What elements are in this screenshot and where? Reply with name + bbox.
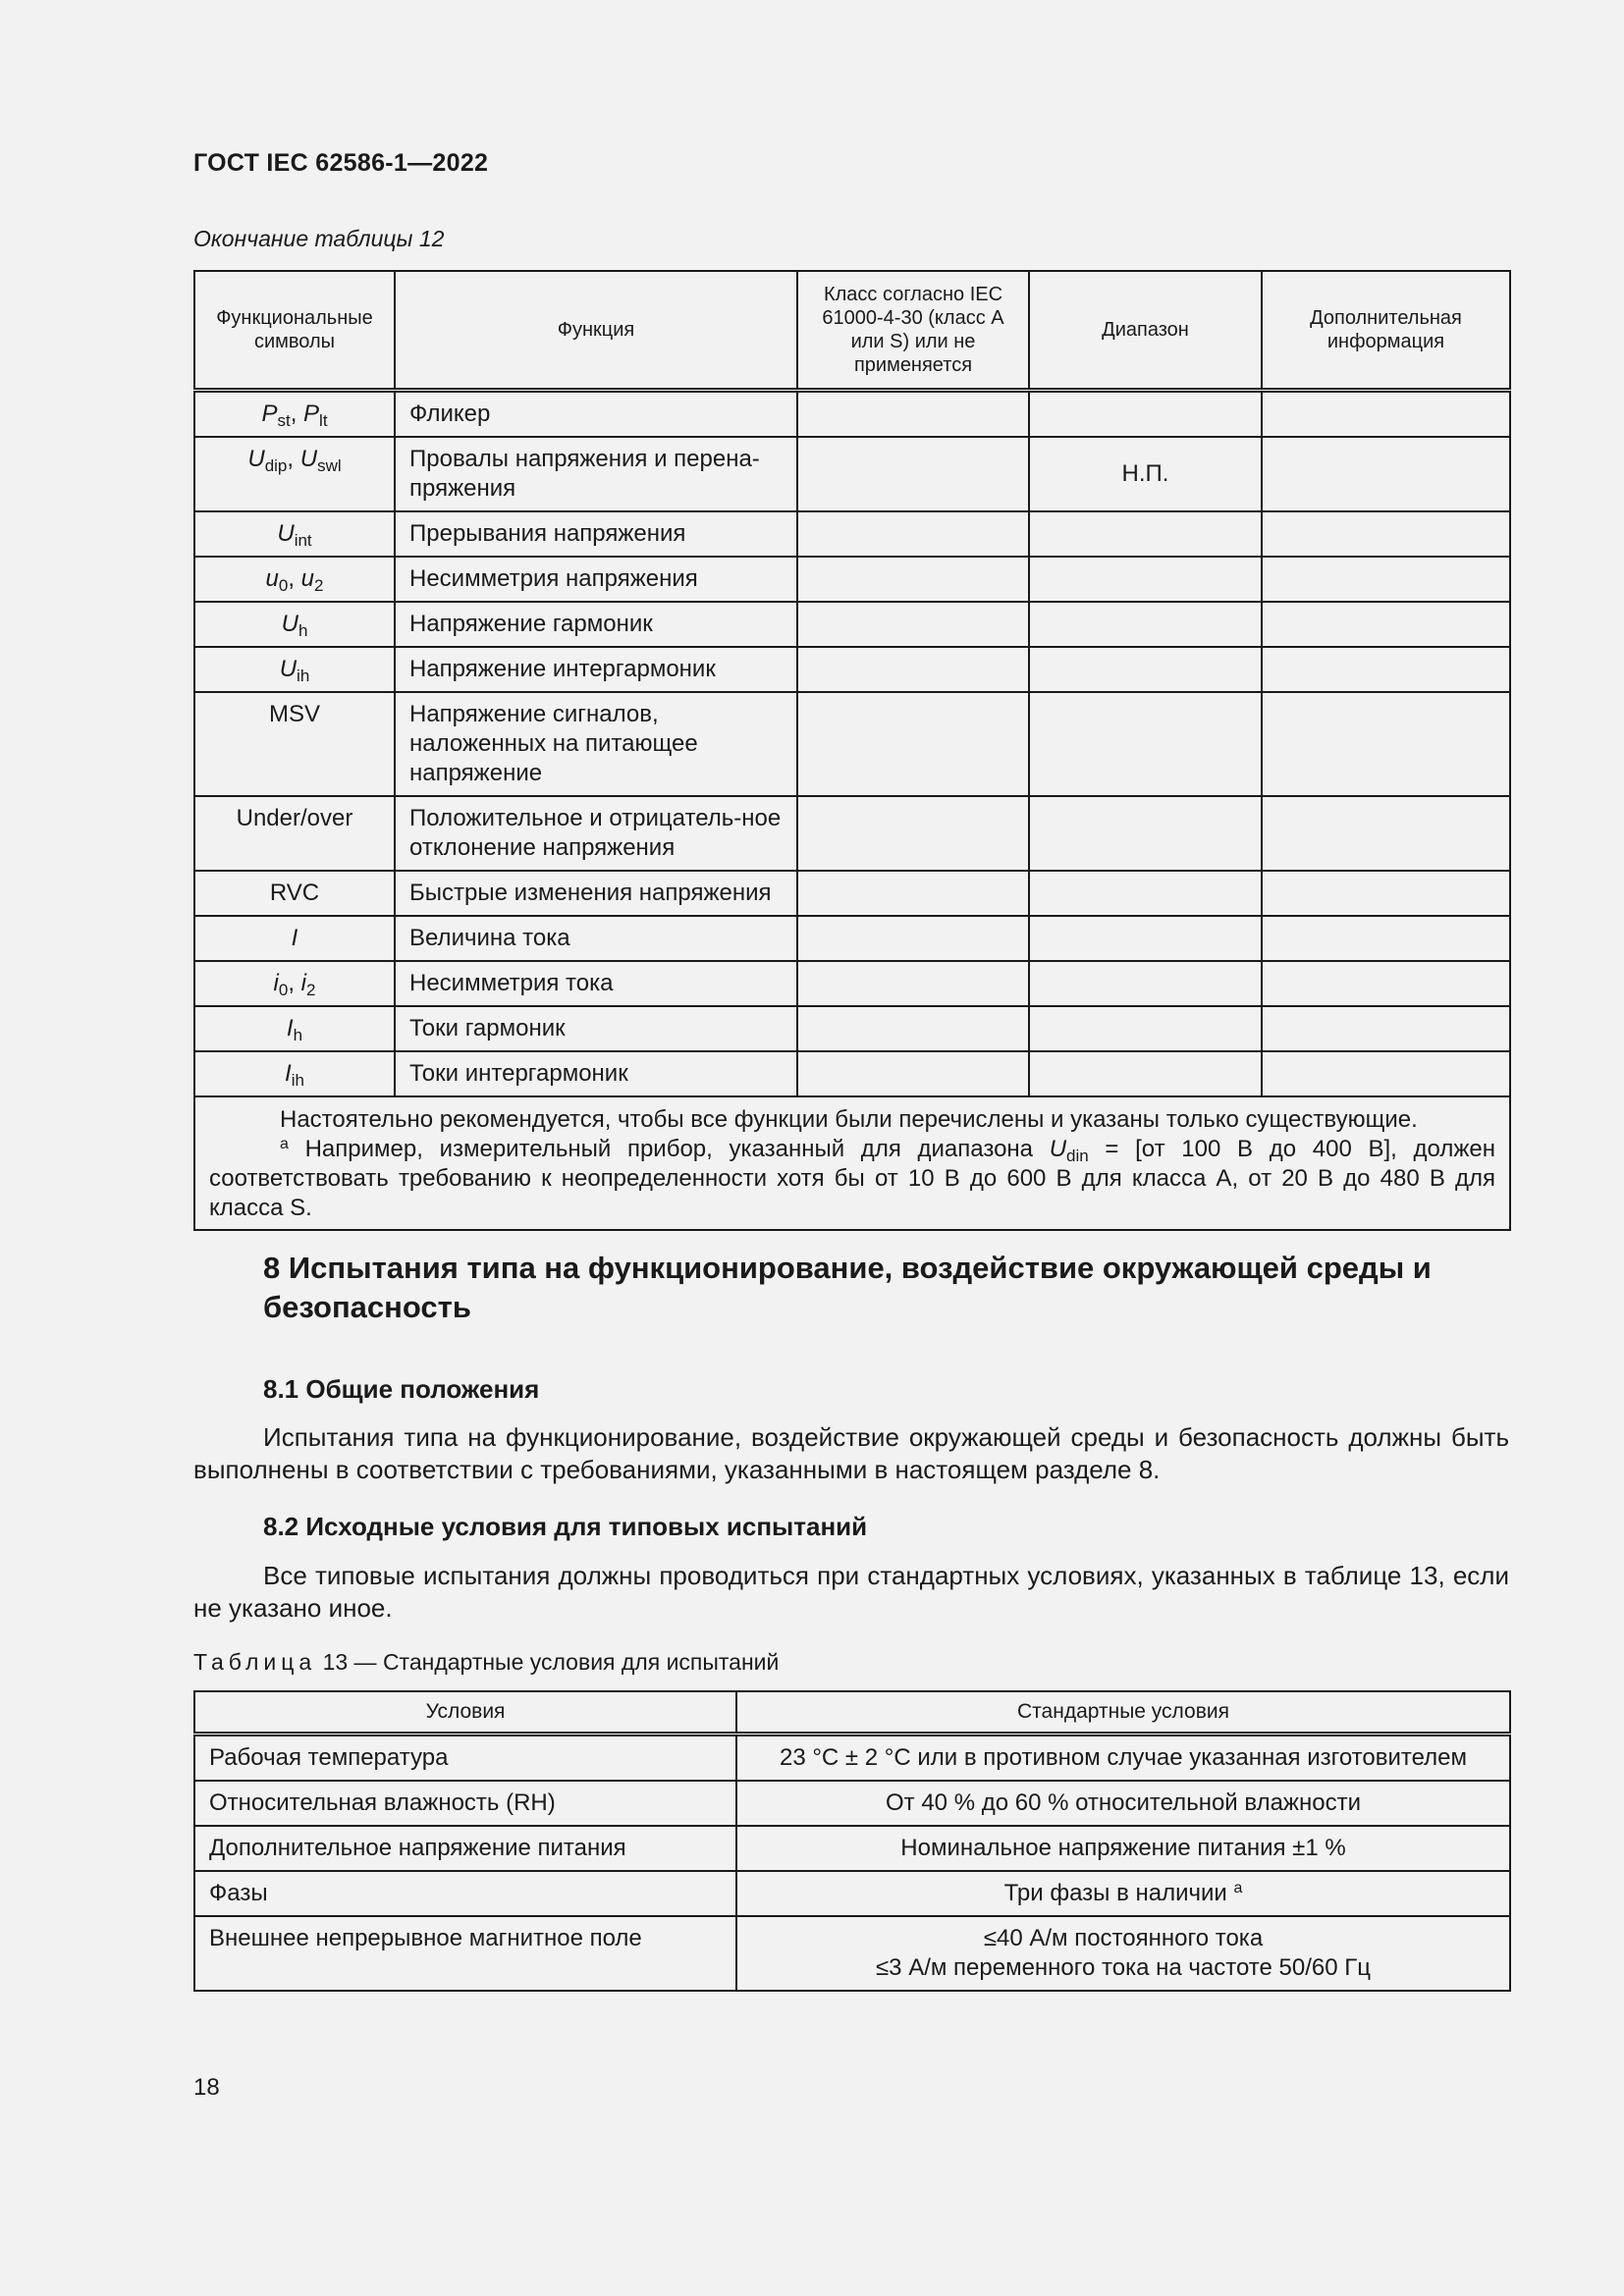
symbol-sep: , <box>288 970 301 996</box>
symbol: i <box>300 970 307 996</box>
symbol-cell: RVC <box>194 871 395 916</box>
table-row <box>194 916 1510 961</box>
info-cell <box>1262 916 1510 961</box>
class-cell <box>797 391 1029 438</box>
symbol-cell <box>194 1051 395 1096</box>
footnote-var: U <box>1049 1136 1067 1162</box>
range-cell <box>1029 557 1262 602</box>
class-cell <box>797 961 1029 1006</box>
symbol-cell <box>194 1006 395 1051</box>
class-cell <box>797 557 1029 602</box>
table-row <box>194 602 1510 647</box>
footnote-mark: а <box>1233 1880 1243 1896</box>
function-cell: Провалы напряжения и перена-пряжения <box>395 437 797 511</box>
col-header-conditions: Условия <box>194 1691 736 1735</box>
symbol-cell <box>194 602 395 647</box>
table-footnote <box>209 1135 1495 1223</box>
table-row <box>194 647 1510 692</box>
symbol-sep: , <box>288 565 301 592</box>
function-cell: Токи гармоник <box>395 1006 797 1051</box>
section-8-1-text: Испытания типа на функционирование, воздействие окружающей среды и безопасность должны быть выполнены в соответствии с требованиями, указанными в настоящем разделе 8. <box>193 1422 1509 1484</box>
symbol: U <box>247 446 265 472</box>
function-cell: Быстрые изменения напряжения <box>395 871 797 916</box>
value-cell: Номинальное напряжение питания ±1 % <box>736 1826 1510 1871</box>
info-cell <box>1262 692 1510 796</box>
symbol: I <box>291 925 298 951</box>
value-text: Три фазы в наличии <box>1003 1880 1227 1906</box>
symbol-sub: 2 <box>306 981 316 999</box>
class-cell <box>797 796 1029 871</box>
table-continuation-caption: Окончание таблицы 12 <box>193 226 445 251</box>
symbol: U <box>277 520 295 547</box>
symbol-sep: , <box>290 400 304 427</box>
symbol-cell: Under/over <box>194 796 395 871</box>
class-cell <box>797 602 1029 647</box>
condition-cell: Внешнее непрерывное магнитное поле <box>194 1916 736 1991</box>
info-cell <box>1262 1051 1510 1096</box>
symbol: P <box>303 400 320 427</box>
footnote-text: = [от 100 В до 400 В], должен соответствовать требованию к неопределенности хотя бы от 10 В до 600 В для класса А, от 20 В до 480 В для класса S. <box>209 1136 1495 1221</box>
info-cell <box>1262 961 1510 1006</box>
col-header-standard-conditions: Стандартные условия <box>736 1691 1510 1735</box>
range-cell <box>1029 796 1262 871</box>
table-12-header-row <box>194 271 1510 391</box>
table-row <box>194 511 1510 557</box>
function-cell: Напряжение гармоник <box>395 602 797 647</box>
table-footnote-cell <box>194 1096 1510 1230</box>
function-cell: Фликер <box>395 391 797 438</box>
value-cell <box>736 1916 1510 1991</box>
symbol-cell <box>194 437 395 511</box>
symbol-sub: int <box>294 531 312 550</box>
range-cell <box>1029 647 1262 692</box>
info-cell <box>1262 391 1510 438</box>
symbol-sub: h <box>293 1026 303 1044</box>
col-header-function: Функция <box>395 271 797 391</box>
info-cell <box>1262 557 1510 602</box>
value-cell: 23 °C ± 2 °C или в противном случае указанная изготовителем <box>736 1735 1510 1782</box>
table-row <box>194 1916 1510 1991</box>
value-line: ≤40 А/м постоянного тока <box>983 1925 1264 1951</box>
section-8-2-text: Все типовые испытания должны проводиться при стандартных условиях, указанных в таблице 13, если не указано иное. <box>193 1561 1509 1623</box>
page-number: 18 <box>193 2074 220 2101</box>
info-cell <box>1262 437 1510 511</box>
symbol-sub: 2 <box>314 576 324 595</box>
class-cell <box>797 1006 1029 1051</box>
table-row <box>194 1735 1510 1782</box>
info-cell <box>1262 1006 1510 1051</box>
symbol-sub: ih <box>291 1071 304 1090</box>
range-cell <box>1029 602 1262 647</box>
symbol: i <box>273 970 279 996</box>
section-8-title: 8 Испытания типа на функционирование, воздействие окружающей среды и безопасность <box>263 1251 1432 1324</box>
table-13-caption <box>193 1649 779 1676</box>
table-13-header-row <box>194 1691 1510 1735</box>
condition-cell: Дополнительное напряжение питания <box>194 1826 736 1871</box>
info-cell <box>1262 647 1510 692</box>
symbol: U <box>279 656 298 682</box>
symbol: u <box>300 565 315 592</box>
section-8-2-title: 8.2 Исходные условия для типовых испытаний <box>263 1512 868 1541</box>
range-cell <box>1029 511 1262 557</box>
col-header-class: Класс согласно IEC 61000-4-30 (класс А или S) или не применяется <box>797 271 1029 391</box>
footnote-mark: а <box>280 1136 289 1152</box>
symbol-sub: st <box>277 411 291 430</box>
symbol: I <box>285 1060 292 1087</box>
table-row <box>194 1826 1510 1871</box>
value-line: ≤3 А/м переменного тока на частоте 50/60 Гц <box>876 1954 1371 1981</box>
table-13 <box>193 1690 1511 1992</box>
caption-word: Таблица <box>193 1649 317 1675</box>
class-cell <box>797 916 1029 961</box>
function-cell: Напряжение интергармоник <box>395 647 797 692</box>
symbol: u <box>265 565 279 592</box>
table-12 <box>193 270 1511 1231</box>
range-cell <box>1029 1006 1262 1051</box>
range-cell <box>1029 1051 1262 1096</box>
footnote-var-sub: din <box>1066 1147 1089 1165</box>
function-cell: Положительное и отрицатель-ное отклонение напряжения <box>395 796 797 871</box>
table-row <box>194 871 1510 916</box>
range-cell <box>1029 961 1262 1006</box>
symbol-sub: dip <box>264 456 288 475</box>
table-row <box>194 1006 1510 1051</box>
function-cell: Напряжение сигналов, наложенных на питающее напряжение <box>395 692 797 796</box>
symbol-sub: 0 <box>278 981 289 999</box>
symbol-cell: MSV <box>194 692 395 796</box>
info-cell <box>1262 796 1510 871</box>
value-cell: От 40 % до 60 % относительной влажности <box>736 1781 1510 1826</box>
col-header-symbols: Функциональные символы <box>194 271 395 391</box>
condition-cell: Фазы <box>194 1871 736 1916</box>
symbol: I <box>286 1015 294 1041</box>
symbol-cell <box>194 557 395 602</box>
symbol-sep: , <box>287 446 300 472</box>
symbol-cell <box>194 391 395 438</box>
table-row <box>194 961 1510 1006</box>
class-cell <box>797 1051 1029 1096</box>
symbol-sub: lt <box>319 411 328 430</box>
table-row <box>194 692 1510 796</box>
symbol-cell <box>194 961 395 1006</box>
class-cell <box>797 511 1029 557</box>
symbol-sub: 0 <box>278 576 289 595</box>
table-note: Настоятельно рекомендуется, чтобы все функции были перечислены и указаны только существующие. <box>280 1106 1418 1133</box>
condition-cell: Рабочая температура <box>194 1735 736 1782</box>
class-cell <box>797 437 1029 511</box>
info-cell <box>1262 871 1510 916</box>
range-cell <box>1029 391 1262 438</box>
function-cell: Токи интергармоник <box>395 1051 797 1096</box>
col-header-additional: Дополнительная информация <box>1262 271 1510 391</box>
table-row <box>194 1871 1510 1916</box>
range-cell: Н.П. <box>1029 437 1262 511</box>
table-row <box>194 557 1510 602</box>
table-row <box>194 391 1510 438</box>
table-row <box>194 796 1510 871</box>
class-cell <box>797 871 1029 916</box>
symbol-cell <box>194 647 395 692</box>
class-cell <box>797 647 1029 692</box>
condition-cell: Относительная влажность (RH) <box>194 1781 736 1826</box>
function-cell: Несимметрия тока <box>395 961 797 1006</box>
symbol: U <box>299 446 318 472</box>
caption-rest: 13 — Стандартные условия для испытаний <box>316 1649 780 1675</box>
document-header: ГОСТ IEC 62586-1—2022 <box>193 149 489 177</box>
table-row <box>194 1781 1510 1826</box>
range-cell <box>1029 692 1262 796</box>
info-cell <box>1262 511 1510 557</box>
col-header-range: Диапазон <box>1029 271 1262 391</box>
symbol-cell <box>194 511 395 557</box>
function-cell: Величина тока <box>395 916 797 961</box>
symbol: U <box>281 611 298 637</box>
table-row <box>194 1051 1510 1096</box>
footnote-text: Например, измерительный прибор, указанный для диапазона <box>288 1136 1050 1162</box>
table-footnote-row <box>194 1096 1510 1230</box>
symbol-sub: h <box>298 621 308 640</box>
symbol-sub: ih <box>297 667 310 685</box>
symbol-sub: swl <box>317 456 342 475</box>
range-cell <box>1029 871 1262 916</box>
class-cell <box>797 692 1029 796</box>
range-cell <box>1029 916 1262 961</box>
function-cell: Несимметрия напряжения <box>395 557 797 602</box>
function-cell: Прерывания напряжения <box>395 511 797 557</box>
symbol-cell <box>194 916 395 961</box>
info-cell <box>1262 602 1510 647</box>
symbol: P <box>261 400 278 427</box>
table-row <box>194 437 1510 511</box>
value-cell <box>736 1871 1510 1916</box>
section-8-1-title: 8.1 Общие положения <box>263 1374 540 1404</box>
